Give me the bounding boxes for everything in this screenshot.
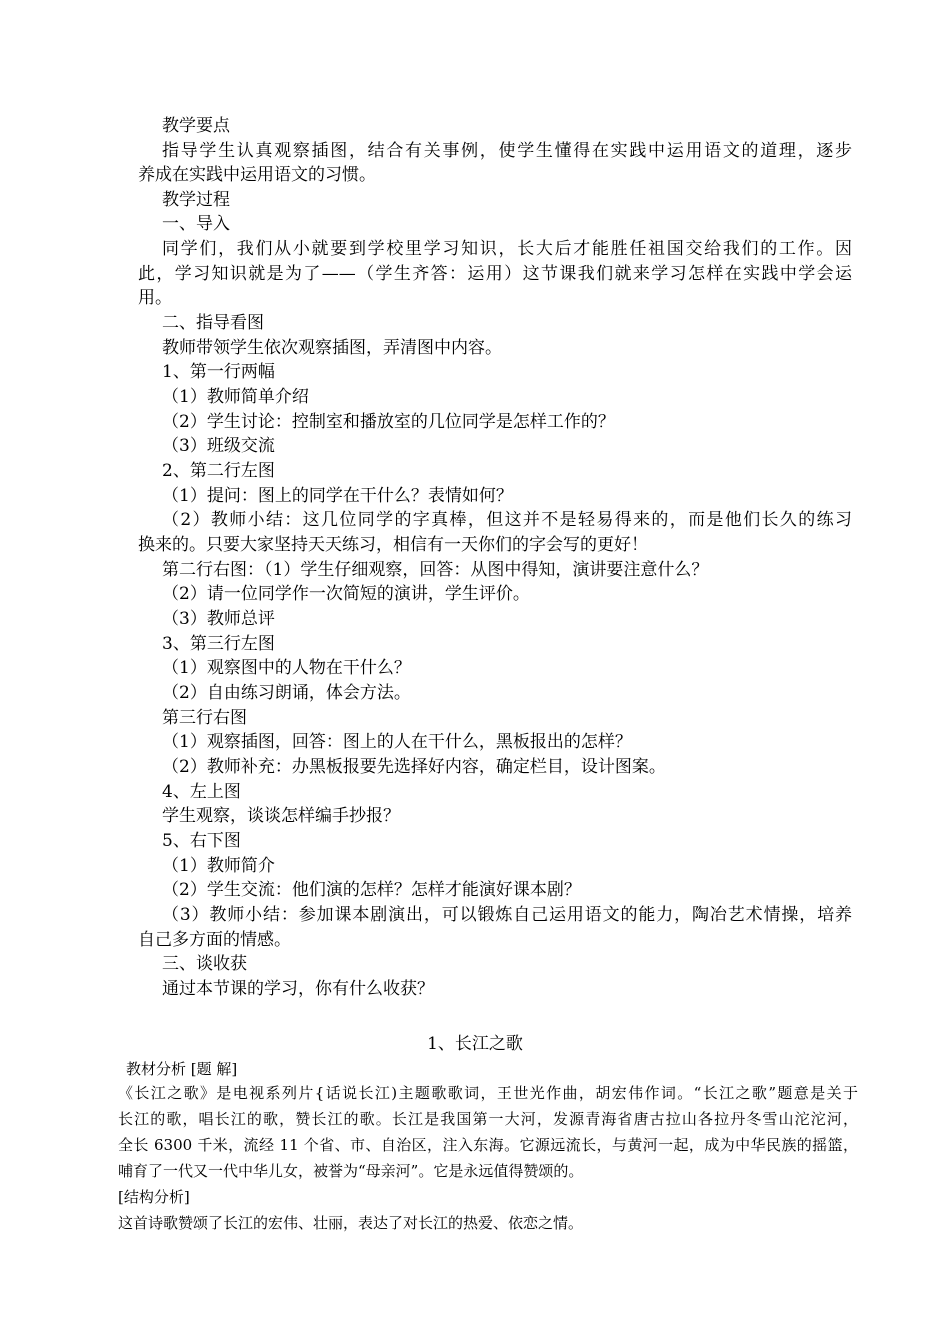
- paragraph-line: 学生观察，谈谈怎样编手抄报？: [162, 806, 400, 826]
- section-heading: 三、谈收获: [162, 954, 247, 974]
- subsection-heading: 2、第二行左图: [162, 461, 275, 481]
- subsection-heading: 1、第一行两幅: [162, 362, 275, 382]
- paragraph-line: 用。: [138, 288, 172, 308]
- paragraph-line: 同学们，我们从小就要到学校里学习知识，长大后才能胜任祖国交给我们的工作。因: [162, 239, 852, 259]
- analysis-line: 全长 6300 千米，流经 11 个省、市、自治区，注入东海。它源远流长，与黄河一起，成为中华民族的摇篮，: [118, 1136, 858, 1154]
- paragraph-line: 自己多方面的情感。: [138, 930, 291, 950]
- subsection-heading: 第三行右图: [162, 708, 247, 728]
- list-item: （2）学生交流：他们演的怎样？怎样才能演好课本剧？: [162, 880, 581, 900]
- structure-text: 这首诗歌赞颂了长江的宏伟、壮丽，表达了对长江的热爱、依恋之情。: [118, 1214, 584, 1232]
- subsection-heading: 4、左上图: [162, 782, 241, 802]
- paragraph-line: 教师带领学生依次观察插图，弄清图中内容。: [162, 338, 502, 358]
- list-item: （3）教师总评: [162, 609, 275, 629]
- section-title: 1、长江之歌: [427, 1034, 523, 1054]
- paragraph-line: 此，学习知识就是为了——（学生齐答：运用）这节课我们就来学习怎样在实践中学会运: [138, 264, 852, 284]
- list-item: （2）自由练习朗诵，体会方法。: [162, 683, 411, 703]
- heading-teaching-process: 教学过程: [162, 190, 230, 210]
- section-heading: 一、导入: [162, 214, 230, 234]
- paragraph-line: 通过本节课的学习，你有什么收获？: [162, 979, 434, 999]
- paragraph-line: 指导学生认真观察插图，结合有关事例，使学生懂得在实践中运用语文的道理，逐步: [162, 141, 852, 161]
- list-item: （2）请一位同学作一次简短的演讲，学生评价。: [162, 584, 530, 604]
- analysis-line: 长江的歌，唱长江的歌，赞长江的歌。长江是我国第一大河，发源青海省唐古拉山各拉丹冬雪山沱沱河，: [118, 1110, 858, 1128]
- subsection-heading: 5、右下图: [162, 831, 241, 851]
- list-item: （2）教师小结：这几位同学的字真棒，但这并不是轻易得来的，而是他们长久的练习: [162, 510, 852, 530]
- list-item: （1）教师简单介绍: [162, 387, 309, 407]
- section-heading: 二、指导看图: [162, 313, 264, 333]
- paragraph-line: 换来的。只要大家坚持天天练习，相信有一天你们的字会写的更好！: [138, 535, 648, 555]
- list-item: （2）学生讨论：控制室和播放室的几位同学是怎样工作的？: [162, 412, 615, 432]
- list-item: （1）观察插图，回答：图上的人在干什么，黑板报出的怎样？: [162, 732, 632, 752]
- analysis-heading: 教材分析 [题 解]: [126, 1060, 238, 1078]
- structure-heading: [结构分析]: [118, 1188, 190, 1206]
- heading-teaching-points: 教学要点: [162, 116, 230, 136]
- list-item: （2）教师补充：办黑板报要先选择好内容，确定栏目，设计图案。: [162, 757, 666, 777]
- list-item: （1）观察图中的人物在干什么？: [162, 658, 411, 678]
- list-item: （1）提问：图上的同学在干什么？表情如何？: [162, 486, 513, 506]
- list-item: （3）教师小结：参加课本剧演出，可以锻炼自己运用语文的能力，陶冶艺术情操，培养: [162, 905, 852, 925]
- list-item: （3）班级交流: [162, 436, 275, 456]
- paragraph-line: 养成在实践中运用语文的习惯。: [138, 165, 376, 185]
- subsection-heading: 3、第三行左图: [162, 634, 275, 654]
- analysis-line: 哺育了一代又一代中华儿女，被誉为“母亲河”。它是永远值得赞颂的。: [118, 1162, 584, 1180]
- analysis-line: 《长江之歌》是电视系列片{话说长江)主题歌歌词，王世光作曲，胡宏伟作词。“长江之歌”题意是关于: [118, 1084, 858, 1102]
- paragraph-line: 第二行右图：（1）学生仔细观察，回答：从图中得知，演讲要注意什么？: [162, 560, 709, 580]
- list-item: （1）教师简介: [162, 856, 275, 876]
